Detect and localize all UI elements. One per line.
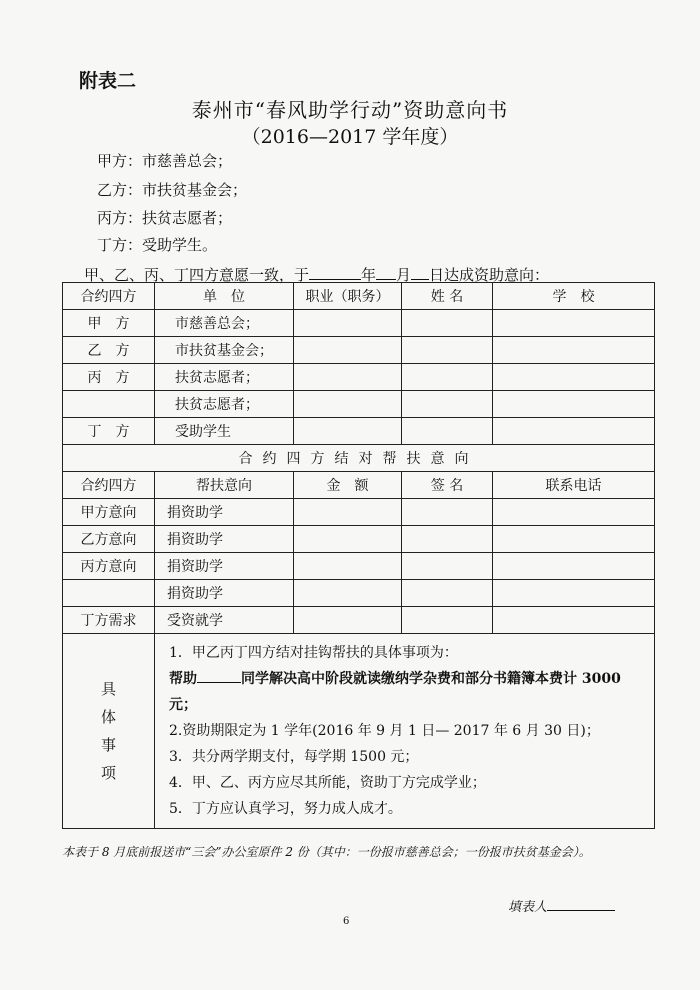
signature-cell[interactable] (402, 580, 493, 607)
school-cell[interactable] (493, 391, 655, 418)
name-cell[interactable] (402, 391, 493, 418)
name-cell[interactable] (402, 310, 493, 337)
table-row (63, 553, 655, 580)
header-party: 合约四方 (63, 283, 155, 310)
intent-cell: 捐资助学 (155, 580, 294, 607)
party-cell: 乙 方 (63, 337, 155, 364)
amount-cell[interactable] (294, 499, 402, 526)
document-title: 泰州市“春风助学行动”资助意向书 (191, 98, 509, 122)
intent-cell: 捐资助学 (155, 553, 294, 580)
header-signature: 签 名 (402, 472, 493, 499)
amount-cell[interactable] (294, 607, 402, 634)
table-row (63, 337, 655, 364)
intent-cell: 捐资助学 (155, 526, 294, 553)
party-cell: 乙方意向 (63, 526, 155, 553)
details-label-char: 项 (100, 764, 116, 782)
amount-cell[interactable] (294, 580, 402, 607)
party-cell: 甲 方 (63, 310, 155, 337)
party-a-line: 甲方：市慈善总会； (97, 152, 233, 170)
detail-item-1: 1．甲乙丙丁四方结对挂钩帮扶的具体事项为： (169, 645, 458, 661)
header-amount: 金 额 (294, 472, 402, 499)
details-label-char: 事 (100, 736, 116, 754)
phone-cell[interactable] (493, 553, 655, 580)
detail-item-3: 3．共分两学期支付，每学期 1500 元； (169, 749, 419, 765)
unit-cell: 市慈善总会； (155, 310, 294, 337)
name-cell[interactable] (402, 337, 493, 364)
details-label (63, 634, 155, 829)
month-blank[interactable] (376, 265, 396, 280)
detail-help-text-cont: 同学解决高中阶段就读缴纳学杂费和部分书籍簿本费计 3000 元； (169, 671, 621, 713)
footnote: 本表于 8 月底前报送市“三会”办公室原件 2 份（其中：一份报市慈善总会；一份报市扶贫基金会）。 (62, 845, 591, 859)
page-number: 6 (343, 916, 350, 927)
filler-signature (508, 896, 615, 915)
detail-item-4: 4．甲、乙、丙方应尽其所能，资助丁方完成学业； (169, 775, 486, 791)
party-b-line: 乙方：市扶贫基金会； (97, 181, 248, 199)
table-row (63, 391, 655, 418)
party-d-line: 丁方：受助学生。 (97, 236, 218, 254)
header-intent: 帮扶意向 (155, 472, 294, 499)
phone-cell[interactable] (493, 580, 655, 607)
detail-help-text: 帮助 (169, 671, 197, 687)
details-label-char: 具 (100, 680, 116, 698)
occupation-cell[interactable] (294, 337, 402, 364)
table-row (63, 310, 655, 337)
name-cell[interactable] (402, 364, 493, 391)
table-row (63, 364, 655, 391)
occupation-cell[interactable] (294, 391, 402, 418)
table-row (63, 526, 655, 553)
party-cell: 丁 方 (63, 418, 155, 445)
unit-cell: 扶贫志愿者； (155, 391, 294, 418)
signature-cell[interactable] (402, 607, 493, 634)
header-phone: 联系电话 (493, 472, 655, 499)
unit-cell: 受助学生 (155, 418, 294, 445)
occupation-cell[interactable] (294, 418, 402, 445)
phone-cell[interactable] (493, 607, 655, 634)
intro-suffix: 日达成资助意向： (429, 266, 550, 284)
header-school: 学 校 (493, 283, 655, 310)
detail-item-5: 5．丁方应认真学习，努力成人成才。 (169, 801, 402, 817)
school-cell[interactable] (493, 418, 655, 445)
day-blank[interactable] (411, 265, 429, 280)
party-cell (63, 580, 155, 607)
phone-cell[interactable] (493, 499, 655, 526)
amount-cell[interactable] (294, 526, 402, 553)
school-year: （2016—2017 学年度） (241, 126, 459, 148)
year-blank[interactable] (309, 265, 361, 280)
party-cell: 丙 方 (63, 364, 155, 391)
student-name-blank[interactable] (197, 668, 241, 683)
party-cell (63, 391, 155, 418)
school-cell[interactable] (493, 310, 655, 337)
table-row (63, 418, 655, 445)
intro-month: 月 (396, 266, 412, 284)
intent-cell: 捐资助学 (155, 499, 294, 526)
table-row (63, 607, 655, 634)
occupation-cell[interactable] (294, 364, 402, 391)
party-c-line: 丙方：扶贫志愿者； (97, 209, 233, 227)
name-cell[interactable] (402, 418, 493, 445)
table-row (63, 499, 655, 526)
details-label-char: 体 (100, 708, 116, 726)
agreement-form-table (62, 282, 655, 829)
occupation-cell[interactable] (294, 310, 402, 337)
intro-prefix: 甲、乙、丙、丁四方意愿一致，于 (84, 266, 310, 284)
signature-cell[interactable] (402, 499, 493, 526)
school-cell[interactable] (493, 337, 655, 364)
unit-cell: 扶贫志愿者； (155, 364, 294, 391)
filler-blank[interactable] (547, 896, 615, 911)
signature-cell[interactable] (402, 553, 493, 580)
detail-item-2: 2.资助期限定为 1 学年(2016 年 9 月 1 日— 2017 年 6 月 30 日)； (169, 723, 600, 739)
party-cell: 甲方意向 (63, 499, 155, 526)
unit-cell: 市扶贫基金会； (155, 337, 294, 364)
signature-cell[interactable] (402, 526, 493, 553)
attachment-label: 附表二 (79, 70, 137, 92)
section-title: 合约四方结对帮扶意向 (63, 445, 655, 472)
header-unit: 单 位 (155, 283, 294, 310)
filler-label: 填表人 (508, 900, 548, 915)
header-occupation: 职业（职务） (294, 283, 402, 310)
intro-year: 年 (361, 266, 377, 284)
party-cell: 丙方意向 (63, 553, 155, 580)
header-name: 姓 名 (402, 283, 493, 310)
intent-cell: 受资就学 (155, 607, 294, 634)
school-cell[interactable] (493, 364, 655, 391)
phone-cell[interactable] (493, 526, 655, 553)
header-party: 合约四方 (63, 472, 155, 499)
party-cell: 丁方需求 (63, 607, 155, 634)
table-row (63, 580, 655, 607)
amount-cell[interactable] (294, 553, 402, 580)
detail-item-1-body (169, 666, 640, 718)
details-content (155, 634, 655, 829)
